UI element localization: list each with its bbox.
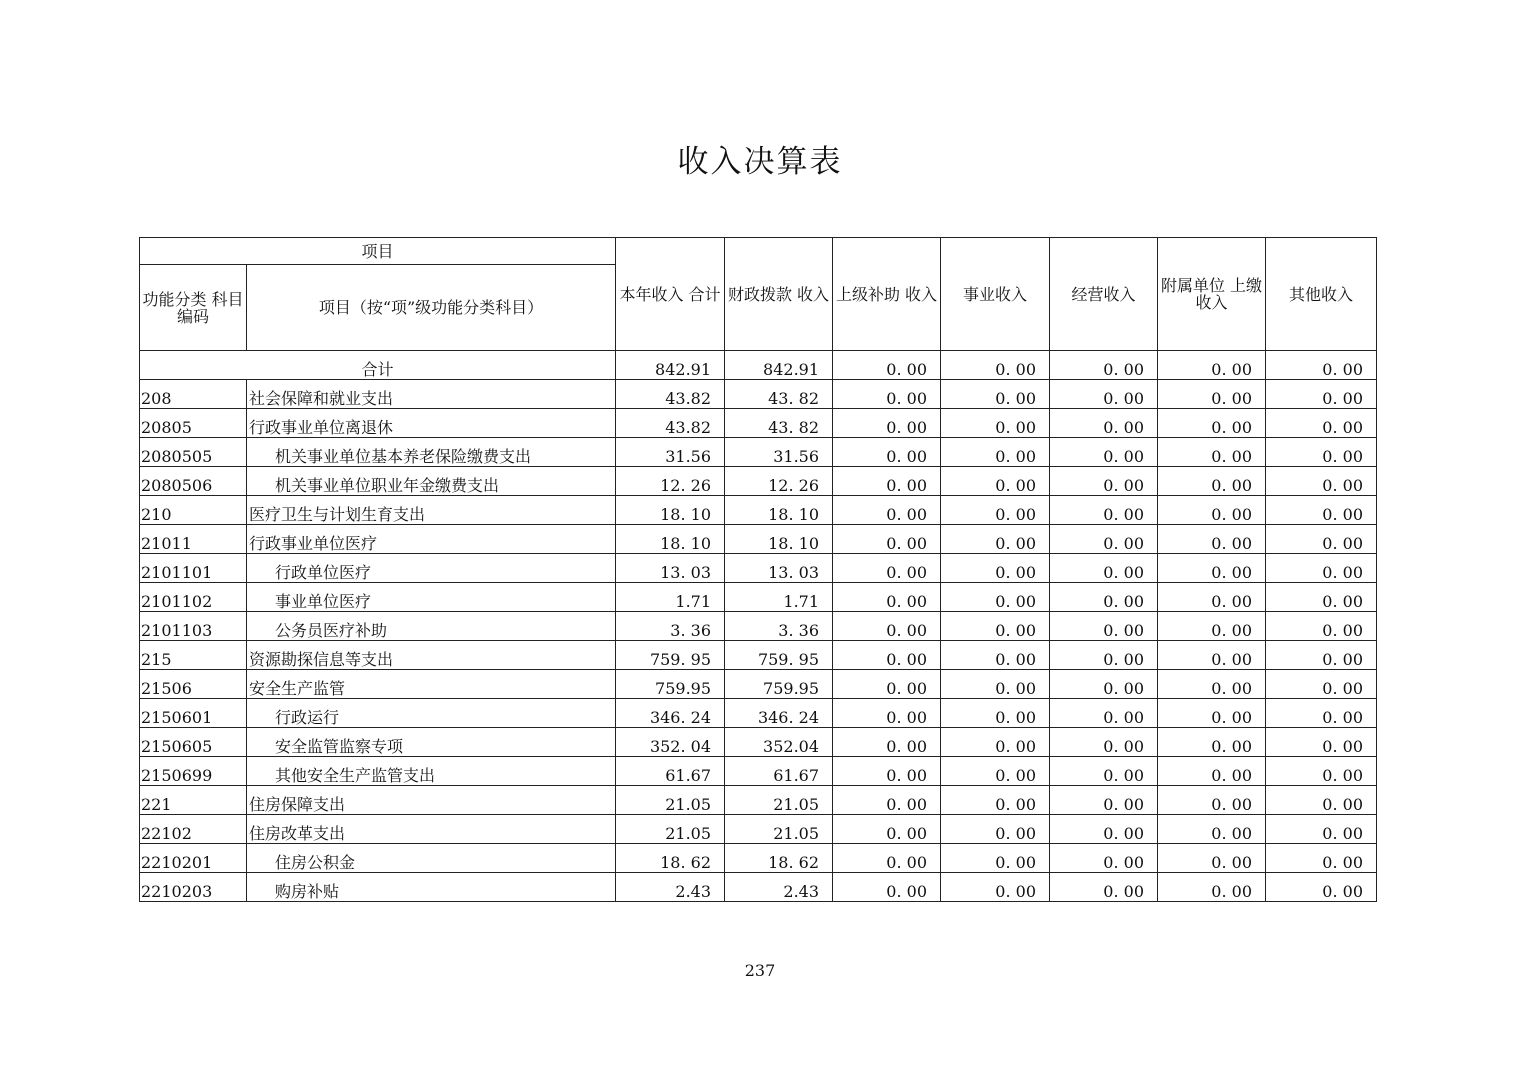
row-value: 21.05 bbox=[725, 815, 833, 844]
row-code: 2101103 bbox=[140, 612, 247, 641]
row-value: 0. 00 bbox=[941, 438, 1050, 467]
table-row bbox=[140, 786, 1377, 815]
row-name: 事业单位医疗 bbox=[247, 583, 616, 612]
row-value: 0. 00 bbox=[1158, 757, 1266, 786]
row-value: 0. 00 bbox=[833, 612, 941, 641]
row-value: 0. 00 bbox=[941, 583, 1050, 612]
row-value: 0. 00 bbox=[1050, 728, 1158, 757]
row-value: 0. 00 bbox=[941, 380, 1050, 409]
row-value: 0. 00 bbox=[1050, 641, 1158, 670]
table-row bbox=[140, 699, 1377, 728]
header-total-income: 本年收入 合计 bbox=[616, 238, 725, 351]
row-value: 0. 00 bbox=[1266, 670, 1377, 699]
row-value: 0. 00 bbox=[941, 467, 1050, 496]
row-value: 759. 95 bbox=[725, 641, 833, 670]
row-value: 0. 00 bbox=[1050, 757, 1158, 786]
row-code: 2210203 bbox=[140, 873, 247, 902]
row-value: 0. 00 bbox=[1266, 438, 1377, 467]
row-value: 18. 62 bbox=[616, 844, 725, 873]
row-name: 住房保障支出 bbox=[247, 786, 616, 815]
table-row bbox=[140, 670, 1377, 699]
row-value: 0. 00 bbox=[1050, 438, 1158, 467]
header-function-code: 功能分类 科目编码 bbox=[140, 265, 247, 351]
income-final-accounts-table bbox=[139, 237, 1377, 902]
row-value: 0. 00 bbox=[833, 641, 941, 670]
row-code: 210 bbox=[140, 496, 247, 525]
table-row bbox=[140, 728, 1377, 757]
row-value: 0. 00 bbox=[1050, 467, 1158, 496]
page-number: 237 bbox=[744, 961, 776, 980]
table-row bbox=[140, 815, 1377, 844]
row-value: 0. 00 bbox=[1050, 786, 1158, 815]
row-value: 31.56 bbox=[616, 438, 725, 467]
row-value: 0. 00 bbox=[1050, 380, 1158, 409]
row-value: 0. 00 bbox=[1266, 409, 1377, 438]
row-value: 1.71 bbox=[725, 583, 833, 612]
total-cell: 0. 00 bbox=[1266, 351, 1377, 380]
total-cell: 0. 00 bbox=[1050, 351, 1158, 380]
row-value: 346. 24 bbox=[616, 699, 725, 728]
row-value: 759. 95 bbox=[616, 641, 725, 670]
row-value: 3. 36 bbox=[725, 612, 833, 641]
row-value: 0. 00 bbox=[1266, 815, 1377, 844]
row-value: 18. 62 bbox=[725, 844, 833, 873]
row-code: 2150601 bbox=[140, 699, 247, 728]
row-value: 0. 00 bbox=[1266, 467, 1377, 496]
row-value: 31.56 bbox=[725, 438, 833, 467]
row-value: 18. 10 bbox=[725, 525, 833, 554]
row-value: 1.71 bbox=[616, 583, 725, 612]
row-code: 2210201 bbox=[140, 844, 247, 873]
table-row bbox=[140, 380, 1377, 409]
row-code: 20805 bbox=[140, 409, 247, 438]
row-value: 0. 00 bbox=[941, 496, 1050, 525]
table-row bbox=[140, 583, 1377, 612]
row-value: 0. 00 bbox=[1158, 380, 1266, 409]
row-value: 759.95 bbox=[616, 670, 725, 699]
row-name: 行政事业单位医疗 bbox=[247, 525, 616, 554]
row-value: 0. 00 bbox=[1266, 583, 1377, 612]
row-code: 2080505 bbox=[140, 438, 247, 467]
row-value: 0. 00 bbox=[941, 525, 1050, 554]
row-value: 0. 00 bbox=[833, 496, 941, 525]
total-cell: 842.91 bbox=[616, 351, 725, 380]
row-value: 0. 00 bbox=[1050, 612, 1158, 641]
row-value: 0. 00 bbox=[941, 728, 1050, 757]
row-value: 2.43 bbox=[616, 873, 725, 902]
row-value: 0. 00 bbox=[1266, 728, 1377, 757]
table-body bbox=[140, 351, 1377, 902]
row-value: 43.82 bbox=[616, 409, 725, 438]
row-value: 0. 00 bbox=[1158, 467, 1266, 496]
row-value: 0. 00 bbox=[1158, 844, 1266, 873]
row-value: 0. 00 bbox=[1158, 873, 1266, 902]
row-value: 0. 00 bbox=[1266, 844, 1377, 873]
row-value: 0. 00 bbox=[1050, 873, 1158, 902]
row-value: 0. 00 bbox=[1158, 641, 1266, 670]
row-name: 机关事业单位职业年金缴费支出 bbox=[247, 467, 616, 496]
row-value: 0. 00 bbox=[941, 641, 1050, 670]
header-fiscal-appropriation: 财政拨款 收入 bbox=[725, 238, 833, 351]
row-value: 0. 00 bbox=[833, 844, 941, 873]
row-value: 0. 00 bbox=[1266, 699, 1377, 728]
table-row bbox=[140, 612, 1377, 641]
total-row bbox=[140, 351, 1377, 380]
row-name: 安全生产监管 bbox=[247, 670, 616, 699]
row-value: 0. 00 bbox=[833, 525, 941, 554]
row-value: 0. 00 bbox=[1050, 699, 1158, 728]
total-cell: 0. 00 bbox=[833, 351, 941, 380]
row-code: 22102 bbox=[140, 815, 247, 844]
row-code: 208 bbox=[140, 380, 247, 409]
row-value: 0. 00 bbox=[941, 873, 1050, 902]
row-name: 公务员医疗补助 bbox=[247, 612, 616, 641]
table-row bbox=[140, 525, 1377, 554]
row-value: 0. 00 bbox=[1158, 612, 1266, 641]
header-item-name: 项目（按“项”级功能分类科目） bbox=[247, 265, 616, 351]
row-value: 0. 00 bbox=[1050, 525, 1158, 554]
row-value: 0. 00 bbox=[833, 699, 941, 728]
row-value: 2.43 bbox=[725, 873, 833, 902]
row-name: 其他安全生产监管支出 bbox=[247, 757, 616, 786]
row-value: 3. 36 bbox=[616, 612, 725, 641]
row-value: 0. 00 bbox=[1158, 670, 1266, 699]
row-value: 13. 03 bbox=[616, 554, 725, 583]
row-value: 0. 00 bbox=[833, 670, 941, 699]
table-row bbox=[140, 409, 1377, 438]
row-value: 0. 00 bbox=[833, 873, 941, 902]
row-value: 0. 00 bbox=[833, 728, 941, 757]
table-row bbox=[140, 873, 1377, 902]
row-value: 0. 00 bbox=[1158, 699, 1266, 728]
table-row bbox=[140, 467, 1377, 496]
row-value: 0. 00 bbox=[1266, 380, 1377, 409]
row-name: 住房改革支出 bbox=[247, 815, 616, 844]
row-name: 住房公积金 bbox=[247, 844, 616, 873]
row-value: 12. 26 bbox=[616, 467, 725, 496]
row-code: 215 bbox=[140, 641, 247, 670]
row-value: 0. 00 bbox=[941, 844, 1050, 873]
row-value: 0. 00 bbox=[1158, 786, 1266, 815]
row-value: 0. 00 bbox=[833, 583, 941, 612]
row-value: 0. 00 bbox=[1050, 496, 1158, 525]
total-cell: 842.91 bbox=[725, 351, 833, 380]
row-code: 2150699 bbox=[140, 757, 247, 786]
row-value: 0. 00 bbox=[1050, 670, 1158, 699]
total-cell: 0. 00 bbox=[941, 351, 1050, 380]
row-value: 0. 00 bbox=[1266, 786, 1377, 815]
row-value: 0. 00 bbox=[1158, 496, 1266, 525]
row-value: 13. 03 bbox=[725, 554, 833, 583]
row-value: 759.95 bbox=[725, 670, 833, 699]
row-value: 0. 00 bbox=[833, 786, 941, 815]
row-value: 0. 00 bbox=[941, 409, 1050, 438]
row-code: 2101102 bbox=[140, 583, 247, 612]
row-name: 资源勘探信息等支出 bbox=[247, 641, 616, 670]
row-value: 0. 00 bbox=[941, 757, 1050, 786]
row-code: 2150605 bbox=[140, 728, 247, 757]
row-code: 21011 bbox=[140, 525, 247, 554]
row-value: 0. 00 bbox=[1050, 554, 1158, 583]
row-code: 2080506 bbox=[140, 467, 247, 496]
row-value: 0. 00 bbox=[1050, 815, 1158, 844]
row-name: 行政事业单位离退休 bbox=[247, 409, 616, 438]
row-value: 18. 10 bbox=[616, 496, 725, 525]
row-value: 0. 00 bbox=[1266, 554, 1377, 583]
row-value: 352.04 bbox=[725, 728, 833, 757]
row-value: 0. 00 bbox=[1266, 873, 1377, 902]
row-name: 购房补贴 bbox=[247, 873, 616, 902]
header-other-income: 其他收入 bbox=[1266, 238, 1377, 351]
table-row bbox=[140, 757, 1377, 786]
row-value: 352. 04 bbox=[616, 728, 725, 757]
row-value: 0. 00 bbox=[1158, 525, 1266, 554]
header-business-income: 事业收入 bbox=[941, 238, 1050, 351]
row-name: 机关事业单位基本养老保险缴费支出 bbox=[247, 438, 616, 467]
row-name: 社会保障和就业支出 bbox=[247, 380, 616, 409]
row-value: 0. 00 bbox=[1158, 409, 1266, 438]
row-name: 行政单位医疗 bbox=[247, 554, 616, 583]
table-row bbox=[140, 554, 1377, 583]
row-value: 0. 00 bbox=[941, 815, 1050, 844]
header-project: 项目 bbox=[140, 238, 616, 265]
row-value: 0. 00 bbox=[941, 699, 1050, 728]
row-value: 61.67 bbox=[725, 757, 833, 786]
row-value: 0. 00 bbox=[941, 670, 1050, 699]
row-value: 21.05 bbox=[725, 786, 833, 815]
row-code: 21506 bbox=[140, 670, 247, 699]
row-value: 0. 00 bbox=[833, 554, 941, 583]
header-superior-subsidy: 上级补助 收入 bbox=[833, 238, 941, 351]
table-row bbox=[140, 641, 1377, 670]
row-value: 0. 00 bbox=[1050, 583, 1158, 612]
row-value: 61.67 bbox=[616, 757, 725, 786]
row-value: 0. 00 bbox=[833, 438, 941, 467]
row-value: 0. 00 bbox=[833, 467, 941, 496]
row-code: 2101101 bbox=[140, 554, 247, 583]
total-cell: 0. 00 bbox=[1158, 351, 1266, 380]
row-value: 43. 82 bbox=[725, 380, 833, 409]
row-value: 0. 00 bbox=[1050, 409, 1158, 438]
row-value: 0. 00 bbox=[1158, 438, 1266, 467]
row-value: 346. 24 bbox=[725, 699, 833, 728]
row-value: 43. 82 bbox=[725, 409, 833, 438]
row-code: 221 bbox=[140, 786, 247, 815]
row-value: 0. 00 bbox=[941, 612, 1050, 641]
document-title: 收入决算表 bbox=[677, 144, 843, 180]
header-affiliated-income: 附属单位 上缴收入 bbox=[1158, 238, 1266, 351]
row-value: 0. 00 bbox=[1266, 525, 1377, 554]
table-row bbox=[140, 438, 1377, 467]
row-value: 0. 00 bbox=[1266, 496, 1377, 525]
row-value: 12. 26 bbox=[725, 467, 833, 496]
row-value: 18. 10 bbox=[616, 525, 725, 554]
row-value: 43.82 bbox=[616, 380, 725, 409]
row-value: 0. 00 bbox=[833, 757, 941, 786]
row-value: 0. 00 bbox=[833, 380, 941, 409]
row-value: 0. 00 bbox=[833, 815, 941, 844]
row-value: 0. 00 bbox=[941, 786, 1050, 815]
row-value: 0. 00 bbox=[1266, 641, 1377, 670]
header-operating-income: 经营收入 bbox=[1050, 238, 1158, 351]
total-label: 合计 bbox=[140, 351, 616, 380]
row-name: 行政运行 bbox=[247, 699, 616, 728]
row-name: 安全监管监察专项 bbox=[247, 728, 616, 757]
row-value: 0. 00 bbox=[1158, 554, 1266, 583]
row-value: 0. 00 bbox=[1158, 583, 1266, 612]
row-value: 0. 00 bbox=[1266, 757, 1377, 786]
row-value: 0. 00 bbox=[1158, 728, 1266, 757]
table-row bbox=[140, 844, 1377, 873]
table-row bbox=[140, 496, 1377, 525]
row-value: 18. 10 bbox=[725, 496, 833, 525]
row-value: 21.05 bbox=[616, 815, 725, 844]
row-value: 0. 00 bbox=[941, 554, 1050, 583]
row-value: 0. 00 bbox=[833, 409, 941, 438]
row-value: 0. 00 bbox=[1266, 612, 1377, 641]
row-name: 医疗卫生与计划生育支出 bbox=[247, 496, 616, 525]
row-value: 21.05 bbox=[616, 786, 725, 815]
row-value: 0. 00 bbox=[1050, 844, 1158, 873]
row-value: 0. 00 bbox=[1158, 815, 1266, 844]
